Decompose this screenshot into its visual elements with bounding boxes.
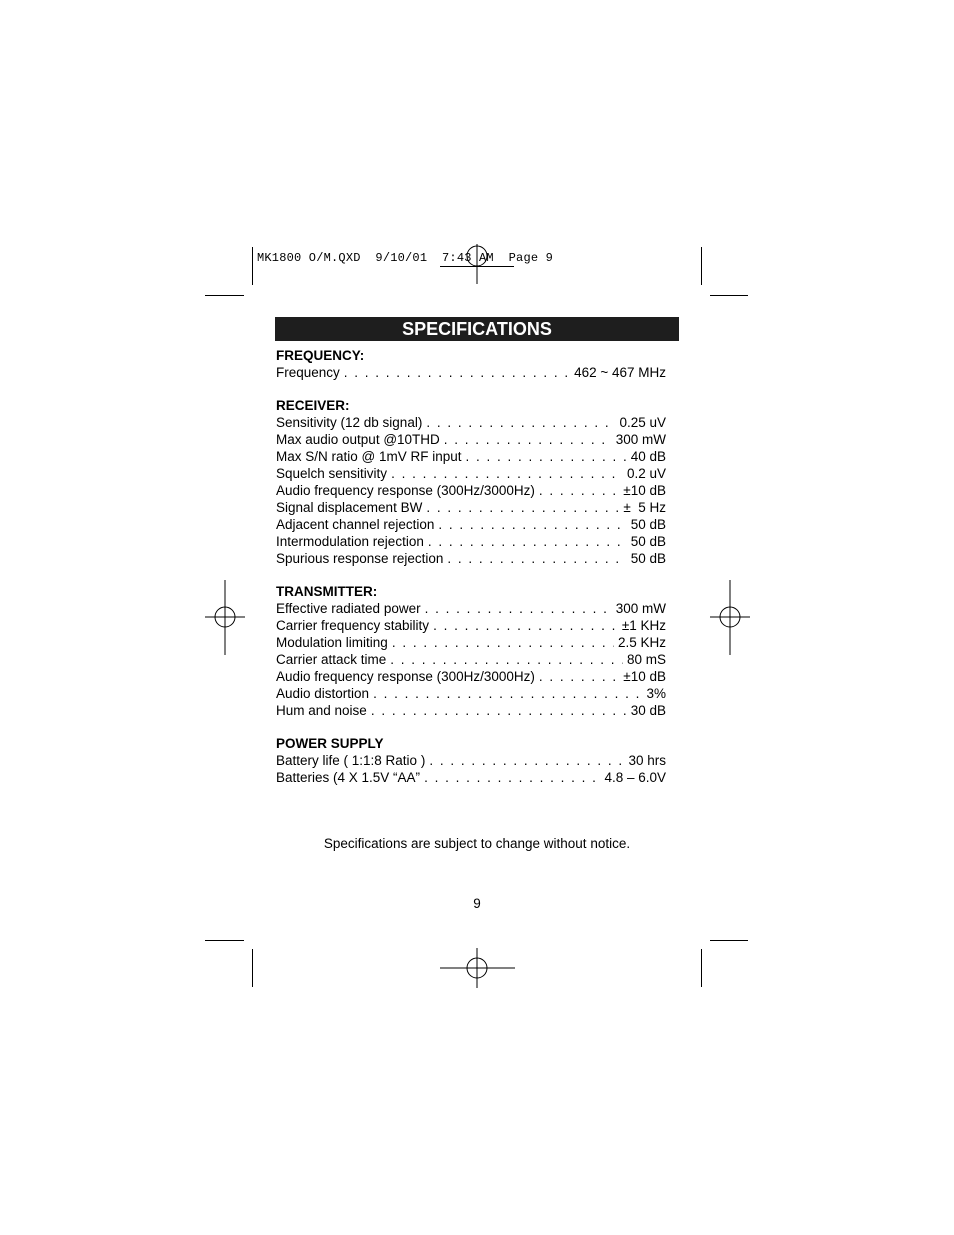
spec-row	[276, 685, 666, 702]
spec-value: 30 hrs	[628, 753, 666, 768]
spec-section	[276, 347, 666, 381]
spec-value: ± 5 Hz	[623, 500, 666, 515]
dot-leader	[373, 685, 642, 702]
crop-mark	[710, 940, 748, 941]
spec-label: Squelch sensitivity	[276, 466, 388, 481]
spec-value: 50 dB	[630, 534, 666, 549]
dot-leader	[391, 465, 623, 482]
crop-mark	[205, 940, 244, 941]
dot-leader	[426, 414, 615, 431]
crop-mark	[205, 295, 244, 296]
dot-leader	[428, 533, 627, 550]
spec-label: Effective radiated power	[276, 601, 421, 616]
dot-leader	[433, 617, 618, 634]
dot-leader	[424, 769, 600, 786]
dot-leader	[438, 516, 626, 533]
crop-mark	[252, 247, 253, 285]
section-heading: POWER SUPPLY	[276, 736, 384, 751]
crop-mark	[701, 949, 702, 987]
spec-row	[276, 431, 666, 448]
dot-leader	[429, 752, 624, 769]
registration-mark-right	[710, 580, 750, 655]
dot-leader	[425, 600, 612, 617]
file-slug: MK1800 O/M.QXD 9/10/01 7:43 AM Page 9	[257, 251, 554, 265]
spec-label: Intermodulation rejection	[276, 534, 424, 549]
dot-leader	[539, 668, 619, 685]
spec-label: Batteries (4 X 1.5V “AA”	[276, 770, 421, 785]
spec-label: Sensitivity (12 db signal)	[276, 415, 423, 430]
spec-value: ±10 dB	[623, 669, 666, 684]
spec-section	[276, 397, 666, 567]
crop-mark	[701, 247, 702, 285]
dot-leader	[444, 431, 612, 448]
page-title: SPECIFICATIONS	[275, 317, 679, 341]
spec-row	[276, 651, 666, 668]
dot-leader	[447, 550, 626, 567]
spec-label: Audio distortion	[276, 686, 370, 701]
registration-mark-left	[205, 580, 245, 655]
spec-value: 80 mS	[626, 652, 666, 667]
spec-row	[276, 499, 666, 516]
disclaimer-note: Specifications are subject to change without notice.	[323, 836, 631, 851]
spec-row	[276, 617, 666, 634]
spec-row	[276, 414, 666, 431]
spec-value: 3%	[646, 686, 666, 701]
spec-label: Carrier attack time	[276, 652, 387, 667]
dot-leader	[390, 651, 623, 668]
spec-value: 40 dB	[630, 449, 666, 464]
spec-row	[276, 769, 666, 786]
spec-label: Modulation limiting	[276, 635, 388, 650]
spec-row	[276, 752, 666, 769]
spec-row	[276, 516, 666, 533]
spec-value: 50 dB	[630, 517, 666, 532]
spec-row	[276, 550, 666, 567]
spec-row	[276, 634, 666, 651]
section-heading: TRANSMITTER:	[276, 584, 378, 599]
spec-label: Spurious response rejection	[276, 551, 444, 566]
spec-value: 30 dB	[630, 703, 666, 718]
spec-value: 2.5 KHz	[617, 635, 666, 650]
registration-mark-bottom	[440, 948, 515, 988]
spec-value: 0.2 uV	[626, 466, 666, 481]
spec-section	[276, 583, 666, 719]
spec-value: 300 mW	[615, 432, 666, 447]
spec-row	[276, 482, 666, 499]
spec-row	[276, 702, 666, 719]
spec-label: Audio frequency response (300Hz/3000Hz)	[276, 483, 535, 498]
spec-label: Hum and noise	[276, 703, 367, 718]
spec-label: Battery life ( 1:1:8 Ratio )	[276, 753, 426, 768]
dot-leader	[539, 482, 619, 499]
spec-value: 4.8 – 6.0V	[604, 770, 666, 785]
page-number: 9	[473, 896, 481, 911]
dot-leader	[344, 364, 570, 381]
section-heading: FREQUENCY:	[276, 348, 365, 363]
spec-value: 462 ~ 467 MHz	[574, 365, 666, 380]
dot-leader	[371, 702, 627, 719]
spec-value: 0.25 uV	[619, 415, 666, 430]
spec-label: Adjacent channel rejection	[276, 517, 435, 532]
spec-row	[276, 465, 666, 482]
spec-row	[276, 668, 666, 685]
spec-label: Carrier frequency stability	[276, 618, 430, 633]
crop-mark	[710, 295, 748, 296]
spec-label: Audio frequency response (300Hz/3000Hz)	[276, 669, 535, 684]
spec-value: 300 mW	[615, 601, 666, 616]
spec-label: Max S/N ratio @ 1mV RF input	[276, 449, 462, 464]
spec-row	[276, 448, 666, 465]
spec-row	[276, 600, 666, 617]
spec-label: Max audio output @10THD	[276, 432, 440, 447]
spec-value: 50 dB	[630, 551, 666, 566]
spec-list	[276, 347, 666, 802]
dot-leader	[466, 448, 627, 465]
dot-leader	[426, 499, 619, 516]
crop-mark	[252, 949, 253, 987]
spec-label: Signal displacement BW	[276, 500, 423, 515]
section-heading: RECEIVER:	[276, 398, 350, 413]
slug-underline	[440, 266, 514, 267]
dot-leader	[392, 634, 614, 651]
spec-value: ±10 dB	[623, 483, 666, 498]
spec-label: Frequency	[276, 365, 340, 380]
spec-row	[276, 533, 666, 550]
spec-row	[276, 364, 666, 381]
spec-section	[276, 735, 666, 786]
spec-value: ±1 KHz	[621, 618, 666, 633]
